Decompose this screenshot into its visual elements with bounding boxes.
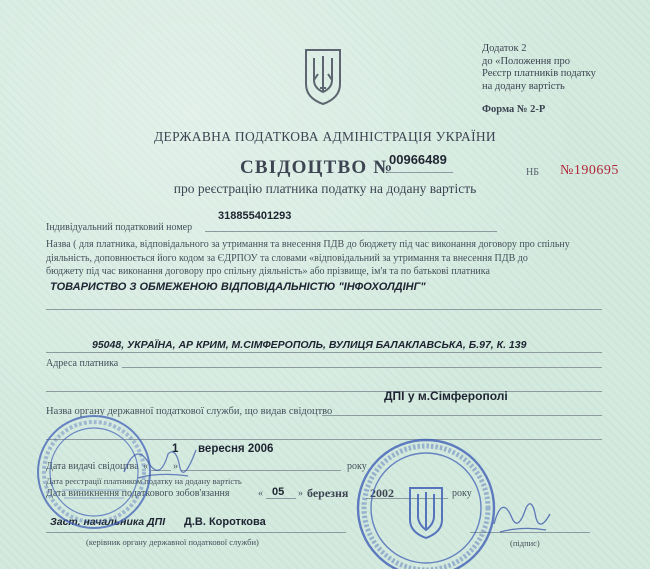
agency-title: ДЕРЖАВНА ПОДАТКОВА АДМІНІСТРАЦІЯ УКРАЇНИ <box>154 129 496 144</box>
name-label-line-1: Назва ( для платника, відповідального за утримання та внесення ПДВ до бюджету під час виконання договору про спільну <box>46 239 570 250</box>
form-number: Форма № 2-Р <box>482 104 546 115</box>
issue-day: 1 <box>172 443 179 455</box>
issue-year-label: року <box>347 461 367 472</box>
issue-open-quote: « <box>143 461 148 472</box>
official-stamp-right-icon <box>350 432 500 569</box>
serial-number: №190695 <box>560 163 619 178</box>
address-label: Адреса платника <box>46 358 119 369</box>
certificate-title: СВІДОЦТВО № <box>240 157 394 178</box>
name-label <box>46 238 570 279</box>
name-label-line-3: бюджету під час виконання договору про спільну діяльність» або прізвище, ім'я та по батькові платника <box>46 266 490 277</box>
trident-emblem-icon <box>302 44 344 108</box>
reg-month: березня <box>307 486 349 500</box>
certificate-subtitle: про реєстрацію платника податку на додану вартість <box>173 181 477 196</box>
certificate-number: 00966489 <box>389 152 447 167</box>
signature-right-icon <box>486 488 556 544</box>
serial-prefix: НБ <box>526 167 539 178</box>
name-label-line-2: діяльність, доповнюється його кодом за ЄДРПОУ та словами «відповідальний за утримання та внесення ПДВ до <box>46 252 528 264</box>
signer-position: Заст. начальника ДПІ <box>50 516 166 528</box>
signer-caption: (керівник органу державної податкової служби) <box>86 537 259 547</box>
annex-line-1: Додаток 2 <box>482 43 527 54</box>
address-value: 95048, УКРАЇНА, АР КРИМ, М.СІМФЕРОПОЛЬ, ВУЛИЦЯ БАЛАКЛАВСЬКА, Б.97, К. 139 <box>92 339 527 351</box>
issue-month-year: вересня 2006 <box>198 443 274 455</box>
tax-id-label: Індивідуальний податковий номер <box>46 222 193 233</box>
reg-close-quote: » <box>298 488 303 499</box>
reg-open-quote: « <box>258 488 263 499</box>
issue-close-quote: » <box>173 461 178 472</box>
signature-left-icon <box>118 432 208 492</box>
reg-date-label-2: Дата виникнення податкового зобов'язання <box>46 488 230 499</box>
authority-label: Назва органу державної податкової служби, що видав свідоцтво <box>46 406 333 417</box>
authority-value: ДПІ у м.Сімферополі <box>384 389 508 403</box>
reg-year-label: року <box>452 488 472 499</box>
signer-name: Д.В. Короткова <box>184 516 266 528</box>
annex-line-2: до «Положення про <box>482 55 570 67</box>
signature-caption: (підпис) <box>510 538 540 548</box>
reg-year: 2002 <box>370 486 394 500</box>
reg-day: 05 <box>272 486 285 498</box>
issue-date-label: Дата видачі свідоцтва <box>46 461 139 472</box>
reg-date-label-1: Дата реєстрації платником податку на додану вартість <box>46 476 242 486</box>
annex-line-4: на додану вартість <box>482 80 565 92</box>
annex-block <box>482 43 596 117</box>
tax-id-value: 318855401293 <box>218 210 292 222</box>
taxpayer-name-value: ТОВАРИСТВО З ОБМЕЖЕНОЮ ВІДПОВІДАЛЬНІСТЮ "ІНФОХОЛДІНГ" <box>50 281 426 293</box>
annex-line-3: Реєстр платників податку <box>482 68 596 79</box>
